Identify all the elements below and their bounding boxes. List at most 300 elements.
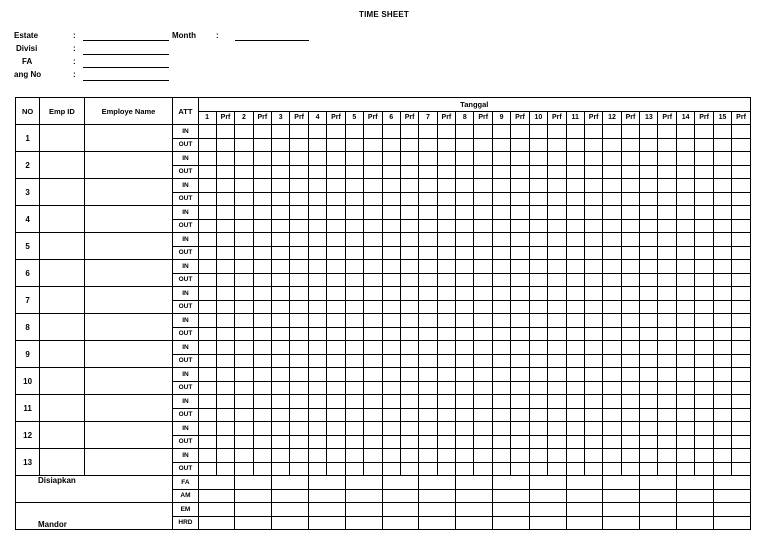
signature-cell[interactable] <box>713 489 750 503</box>
day-cell[interactable] <box>345 273 363 287</box>
day-cell[interactable] <box>695 381 714 395</box>
emp-id-cell[interactable] <box>40 314 84 341</box>
day-cell[interactable] <box>272 125 290 139</box>
day-cell[interactable] <box>695 233 714 247</box>
day-cell[interactable] <box>584 273 603 287</box>
day-cell[interactable] <box>216 165 235 179</box>
day-cell[interactable] <box>474 449 493 463</box>
day-cell[interactable] <box>382 260 400 274</box>
day-cell[interactable] <box>272 408 290 422</box>
day-cell[interactable] <box>640 233 658 247</box>
day-cell[interactable] <box>529 327 547 341</box>
signature-cell[interactable] <box>382 489 419 503</box>
gang-no-field[interactable] <box>83 80 169 81</box>
day-cell[interactable] <box>437 233 456 247</box>
signature-cell[interactable] <box>493 503 530 517</box>
day-cell[interactable] <box>474 192 493 206</box>
day-cell[interactable] <box>419 192 437 206</box>
day-cell[interactable] <box>511 435 530 449</box>
day-cell[interactable] <box>493 449 511 463</box>
day-cell[interactable] <box>272 192 290 206</box>
day-cell[interactable] <box>272 300 290 314</box>
day-cell[interactable] <box>529 354 547 368</box>
day-cell[interactable] <box>640 395 658 409</box>
day-cell[interactable] <box>419 422 437 436</box>
day-cell[interactable] <box>198 219 216 233</box>
day-cell[interactable] <box>382 354 400 368</box>
day-cell[interactable] <box>511 314 530 328</box>
day-cell[interactable] <box>253 341 272 355</box>
day-cell[interactable] <box>400 341 419 355</box>
day-cell[interactable] <box>493 246 511 260</box>
day-cell[interactable] <box>603 260 621 274</box>
day-cell[interactable] <box>548 192 567 206</box>
day-cell[interactable] <box>456 219 474 233</box>
day-cell[interactable] <box>437 260 456 274</box>
day-cell[interactable] <box>677 408 695 422</box>
day-cell[interactable] <box>216 341 235 355</box>
day-cell[interactable] <box>437 422 456 436</box>
day-cell[interactable] <box>253 179 272 193</box>
day-cell[interactable] <box>713 273 731 287</box>
day-cell[interactable] <box>272 422 290 436</box>
day-cell[interactable] <box>437 125 456 139</box>
day-cell[interactable] <box>198 327 216 341</box>
day-cell[interactable] <box>235 138 253 152</box>
day-cell[interactable] <box>603 435 621 449</box>
day-cell[interactable] <box>253 165 272 179</box>
day-cell[interactable] <box>345 179 363 193</box>
day-cell[interactable] <box>382 395 400 409</box>
day-cell[interactable] <box>621 354 640 368</box>
day-cell[interactable] <box>290 125 309 139</box>
day-cell[interactable] <box>566 462 584 476</box>
day-cell[interactable] <box>511 327 530 341</box>
day-cell[interactable] <box>198 192 216 206</box>
month-field[interactable] <box>235 40 309 41</box>
day-cell[interactable] <box>584 300 603 314</box>
day-cell[interactable] <box>566 125 584 139</box>
signature-cell[interactable] <box>640 476 677 490</box>
day-cell[interactable] <box>198 368 216 382</box>
day-cell[interactable] <box>419 233 437 247</box>
day-cell[interactable] <box>345 287 363 301</box>
day-cell[interactable] <box>548 152 567 166</box>
day-cell[interactable] <box>327 273 346 287</box>
day-cell[interactable] <box>493 381 511 395</box>
day-cell[interactable] <box>290 422 309 436</box>
day-cell[interactable] <box>603 192 621 206</box>
day-cell[interactable] <box>621 422 640 436</box>
day-cell[interactable] <box>584 125 603 139</box>
day-cell[interactable] <box>474 314 493 328</box>
day-cell[interactable] <box>419 408 437 422</box>
day-cell[interactable] <box>511 341 530 355</box>
day-cell[interactable] <box>732 314 751 328</box>
day-cell[interactable] <box>456 246 474 260</box>
day-cell[interactable] <box>382 435 400 449</box>
day-cell[interactable] <box>198 287 216 301</box>
day-cell[interactable] <box>272 327 290 341</box>
day-cell[interactable] <box>677 435 695 449</box>
day-cell[interactable] <box>695 314 714 328</box>
day-cell[interactable] <box>566 341 584 355</box>
day-cell[interactable] <box>511 219 530 233</box>
day-cell[interactable] <box>216 273 235 287</box>
day-cell[interactable] <box>327 408 346 422</box>
day-cell[interactable] <box>732 287 751 301</box>
day-cell[interactable] <box>621 381 640 395</box>
signature-cell[interactable] <box>493 489 530 503</box>
signature-cell[interactable] <box>345 476 382 490</box>
day-cell[interactable] <box>658 246 677 260</box>
day-cell[interactable] <box>437 314 456 328</box>
day-cell[interactable] <box>621 233 640 247</box>
day-cell[interactable] <box>345 125 363 139</box>
day-cell[interactable] <box>511 381 530 395</box>
day-cell[interactable] <box>363 287 382 301</box>
day-cell[interactable] <box>529 273 547 287</box>
day-cell[interactable] <box>419 138 437 152</box>
signature-cell[interactable] <box>419 489 456 503</box>
day-cell[interactable] <box>419 273 437 287</box>
day-cell[interactable] <box>713 462 731 476</box>
day-cell[interactable] <box>474 125 493 139</box>
day-cell[interactable] <box>621 246 640 260</box>
day-cell[interactable] <box>658 206 677 220</box>
day-cell[interactable] <box>253 287 272 301</box>
signature-cell[interactable] <box>272 489 309 503</box>
day-cell[interactable] <box>603 327 621 341</box>
day-cell[interactable] <box>419 449 437 463</box>
day-cell[interactable] <box>658 422 677 436</box>
day-cell[interactable] <box>400 179 419 193</box>
day-cell[interactable] <box>419 381 437 395</box>
day-cell[interactable] <box>584 449 603 463</box>
day-cell[interactable] <box>216 246 235 260</box>
employee-name-cell[interactable] <box>84 152 173 179</box>
day-cell[interactable] <box>345 206 363 220</box>
day-cell[interactable] <box>529 449 547 463</box>
day-cell[interactable] <box>603 449 621 463</box>
day-cell[interactable] <box>327 327 346 341</box>
day-cell[interactable] <box>621 449 640 463</box>
day-cell[interactable] <box>456 260 474 274</box>
day-cell[interactable] <box>713 341 731 355</box>
day-cell[interactable] <box>400 233 419 247</box>
day-cell[interactable] <box>308 179 326 193</box>
day-cell[interactable] <box>621 341 640 355</box>
day-cell[interactable] <box>677 260 695 274</box>
day-cell[interactable] <box>493 408 511 422</box>
emp-id-cell[interactable] <box>40 152 84 179</box>
day-cell[interactable] <box>382 206 400 220</box>
day-cell[interactable] <box>272 165 290 179</box>
day-cell[interactable] <box>695 138 714 152</box>
day-cell[interactable] <box>511 246 530 260</box>
emp-id-cell[interactable] <box>40 368 84 395</box>
signature-cell[interactable] <box>713 503 750 517</box>
day-cell[interactable] <box>493 138 511 152</box>
day-cell[interactable] <box>621 165 640 179</box>
day-cell[interactable] <box>695 287 714 301</box>
day-cell[interactable] <box>327 449 346 463</box>
day-cell[interactable] <box>419 152 437 166</box>
day-cell[interactable] <box>584 206 603 220</box>
day-cell[interactable] <box>253 422 272 436</box>
day-cell[interactable] <box>621 219 640 233</box>
day-cell[interactable] <box>437 219 456 233</box>
employee-name-cell[interactable] <box>84 233 173 260</box>
day-cell[interactable] <box>677 125 695 139</box>
day-cell[interactable] <box>382 314 400 328</box>
day-cell[interactable] <box>290 260 309 274</box>
day-cell[interactable] <box>640 165 658 179</box>
day-cell[interactable] <box>327 395 346 409</box>
signature-cell[interactable] <box>566 516 603 530</box>
day-cell[interactable] <box>253 395 272 409</box>
day-cell[interactable] <box>419 179 437 193</box>
day-cell[interactable] <box>272 273 290 287</box>
day-cell[interactable] <box>345 449 363 463</box>
day-cell[interactable] <box>363 341 382 355</box>
day-cell[interactable] <box>603 368 621 382</box>
day-cell[interactable] <box>290 233 309 247</box>
day-cell[interactable] <box>493 354 511 368</box>
divisi-field[interactable] <box>83 54 169 55</box>
day-cell[interactable] <box>290 408 309 422</box>
day-cell[interactable] <box>327 341 346 355</box>
day-cell[interactable] <box>253 408 272 422</box>
day-cell[interactable] <box>400 287 419 301</box>
day-cell[interactable] <box>437 327 456 341</box>
day-cell[interactable] <box>198 381 216 395</box>
day-cell[interactable] <box>677 273 695 287</box>
day-cell[interactable] <box>253 435 272 449</box>
day-cell[interactable] <box>603 138 621 152</box>
day-cell[interactable] <box>640 125 658 139</box>
day-cell[interactable] <box>308 125 326 139</box>
day-cell[interactable] <box>493 165 511 179</box>
day-cell[interactable] <box>198 300 216 314</box>
day-cell[interactable] <box>456 300 474 314</box>
day-cell[interactable] <box>235 368 253 382</box>
day-cell[interactable] <box>603 354 621 368</box>
day-cell[interactable] <box>603 287 621 301</box>
day-cell[interactable] <box>529 422 547 436</box>
day-cell[interactable] <box>584 165 603 179</box>
emp-id-cell[interactable] <box>40 422 84 449</box>
day-cell[interactable] <box>382 273 400 287</box>
day-cell[interactable] <box>345 314 363 328</box>
day-cell[interactable] <box>363 273 382 287</box>
day-cell[interactable] <box>713 152 731 166</box>
day-cell[interactable] <box>548 395 567 409</box>
day-cell[interactable] <box>529 395 547 409</box>
day-cell[interactable] <box>308 314 326 328</box>
day-cell[interactable] <box>272 152 290 166</box>
signature-cell[interactable] <box>382 503 419 517</box>
day-cell[interactable] <box>621 125 640 139</box>
day-cell[interactable] <box>529 435 547 449</box>
day-cell[interactable] <box>566 327 584 341</box>
day-cell[interactable] <box>713 206 731 220</box>
day-cell[interactable] <box>345 192 363 206</box>
emp-id-cell[interactable] <box>40 287 84 314</box>
day-cell[interactable] <box>235 125 253 139</box>
day-cell[interactable] <box>658 300 677 314</box>
day-cell[interactable] <box>566 354 584 368</box>
day-cell[interactable] <box>216 206 235 220</box>
day-cell[interactable] <box>732 125 751 139</box>
day-cell[interactable] <box>732 246 751 260</box>
day-cell[interactable] <box>621 152 640 166</box>
day-cell[interactable] <box>529 287 547 301</box>
day-cell[interactable] <box>658 260 677 274</box>
day-cell[interactable] <box>419 435 437 449</box>
day-cell[interactable] <box>308 341 326 355</box>
day-cell[interactable] <box>363 219 382 233</box>
day-cell[interactable] <box>216 381 235 395</box>
day-cell[interactable] <box>216 368 235 382</box>
day-cell[interactable] <box>695 152 714 166</box>
day-cell[interactable] <box>327 152 346 166</box>
day-cell[interactable] <box>493 435 511 449</box>
day-cell[interactable] <box>658 368 677 382</box>
day-cell[interactable] <box>253 273 272 287</box>
day-cell[interactable] <box>272 449 290 463</box>
day-cell[interactable] <box>308 273 326 287</box>
day-cell[interactable] <box>400 246 419 260</box>
signature-cell[interactable] <box>529 476 566 490</box>
day-cell[interactable] <box>363 449 382 463</box>
day-cell[interactable] <box>290 435 309 449</box>
day-cell[interactable] <box>677 327 695 341</box>
day-cell[interactable] <box>437 449 456 463</box>
day-cell[interactable] <box>713 354 731 368</box>
day-cell[interactable] <box>437 165 456 179</box>
day-cell[interactable] <box>713 395 731 409</box>
day-cell[interactable] <box>474 395 493 409</box>
day-cell[interactable] <box>290 381 309 395</box>
day-cell[interactable] <box>695 341 714 355</box>
day-cell[interactable] <box>640 341 658 355</box>
day-cell[interactable] <box>566 179 584 193</box>
day-cell[interactable] <box>677 165 695 179</box>
day-cell[interactable] <box>603 273 621 287</box>
day-cell[interactable] <box>327 287 346 301</box>
day-cell[interactable] <box>677 354 695 368</box>
day-cell[interactable] <box>493 300 511 314</box>
day-cell[interactable] <box>603 395 621 409</box>
day-cell[interactable] <box>400 422 419 436</box>
day-cell[interactable] <box>327 233 346 247</box>
day-cell[interactable] <box>308 422 326 436</box>
day-cell[interactable] <box>584 462 603 476</box>
day-cell[interactable] <box>437 381 456 395</box>
day-cell[interactable] <box>658 341 677 355</box>
day-cell[interactable] <box>382 152 400 166</box>
signature-cell[interactable] <box>456 516 493 530</box>
day-cell[interactable] <box>584 341 603 355</box>
day-cell[interactable] <box>308 206 326 220</box>
day-cell[interactable] <box>621 138 640 152</box>
day-cell[interactable] <box>640 327 658 341</box>
day-cell[interactable] <box>695 219 714 233</box>
day-cell[interactable] <box>529 219 547 233</box>
day-cell[interactable] <box>216 300 235 314</box>
signature-cell[interactable] <box>235 476 272 490</box>
day-cell[interactable] <box>603 233 621 247</box>
day-cell[interactable] <box>308 408 326 422</box>
day-cell[interactable] <box>493 341 511 355</box>
day-cell[interactable] <box>327 300 346 314</box>
day-cell[interactable] <box>658 462 677 476</box>
day-cell[interactable] <box>400 165 419 179</box>
signature-cell[interactable] <box>272 516 309 530</box>
day-cell[interactable] <box>419 395 437 409</box>
day-cell[interactable] <box>327 246 346 260</box>
day-cell[interactable] <box>529 233 547 247</box>
day-cell[interactable] <box>584 435 603 449</box>
day-cell[interactable] <box>382 300 400 314</box>
day-cell[interactable] <box>713 449 731 463</box>
day-cell[interactable] <box>658 273 677 287</box>
day-cell[interactable] <box>566 287 584 301</box>
signature-cell[interactable] <box>677 503 714 517</box>
day-cell[interactable] <box>216 179 235 193</box>
day-cell[interactable] <box>566 206 584 220</box>
day-cell[interactable] <box>566 381 584 395</box>
day-cell[interactable] <box>529 192 547 206</box>
day-cell[interactable] <box>327 206 346 220</box>
day-cell[interactable] <box>400 462 419 476</box>
signature-cell[interactable] <box>272 476 309 490</box>
day-cell[interactable] <box>437 462 456 476</box>
day-cell[interactable] <box>548 381 567 395</box>
day-cell[interactable] <box>456 125 474 139</box>
signature-cell[interactable] <box>345 489 382 503</box>
signature-cell[interactable] <box>345 516 382 530</box>
day-cell[interactable] <box>198 260 216 274</box>
day-cell[interactable] <box>548 300 567 314</box>
day-cell[interactable] <box>308 260 326 274</box>
day-cell[interactable] <box>713 287 731 301</box>
day-cell[interactable] <box>493 179 511 193</box>
day-cell[interactable] <box>621 192 640 206</box>
day-cell[interactable] <box>456 408 474 422</box>
day-cell[interactable] <box>198 125 216 139</box>
day-cell[interactable] <box>732 408 751 422</box>
day-cell[interactable] <box>548 408 567 422</box>
day-cell[interactable] <box>584 179 603 193</box>
day-cell[interactable] <box>677 449 695 463</box>
day-cell[interactable] <box>548 354 567 368</box>
day-cell[interactable] <box>272 219 290 233</box>
day-cell[interactable] <box>566 165 584 179</box>
signature-cell[interactable] <box>198 516 235 530</box>
day-cell[interactable] <box>363 462 382 476</box>
day-cell[interactable] <box>511 273 530 287</box>
signature-cell[interactable] <box>566 503 603 517</box>
day-cell[interactable] <box>511 125 530 139</box>
day-cell[interactable] <box>290 449 309 463</box>
day-cell[interactable] <box>456 138 474 152</box>
day-cell[interactable] <box>382 341 400 355</box>
day-cell[interactable] <box>695 435 714 449</box>
day-cell[interactable] <box>456 395 474 409</box>
day-cell[interactable] <box>511 449 530 463</box>
